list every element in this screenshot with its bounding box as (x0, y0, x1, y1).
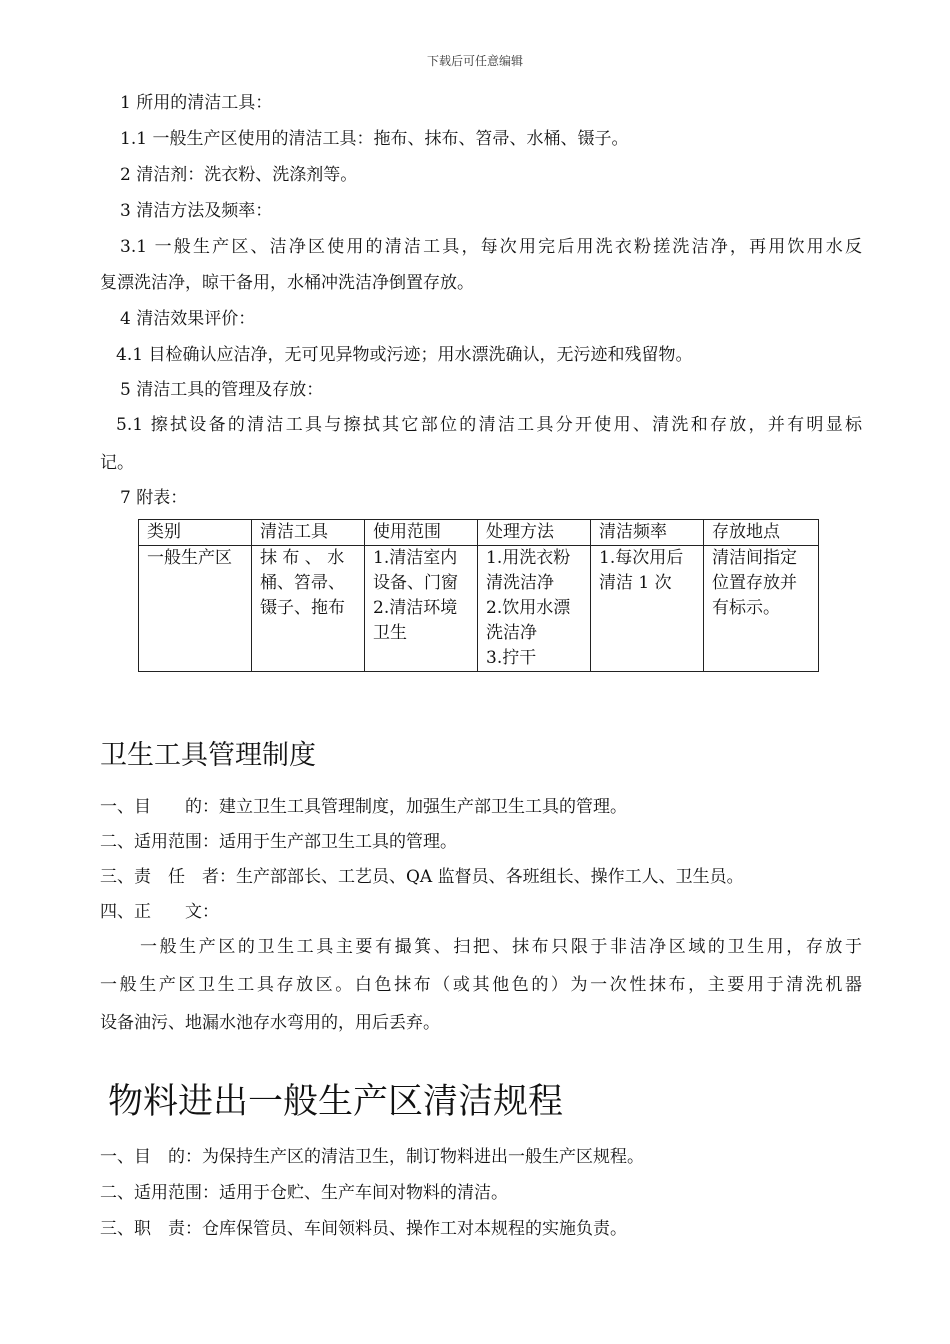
cell-line: 1.用洗衣粉 (486, 548, 571, 568)
item-3-heading: 3 清洁方法及频率： (120, 201, 273, 221)
item-3-1-line2: 复漂洗洁净，晾干备用，水桶冲洗洁净倒置存放。 (100, 273, 474, 293)
cell-category (139, 546, 252, 672)
cell-line: 清洗洁净 (486, 573, 554, 593)
item-5-heading: 5 清洁工具的管理及存放： (120, 380, 324, 400)
section-2-responsible: 三、责 任 者：生产部部长、工艺员、QA 监督员、各班组长、操作工人、卫生员。 (100, 867, 744, 887)
cell-tools (252, 546, 365, 672)
item-7-heading: 7 附表： (120, 488, 188, 508)
item-2: 2 清洁剂：洗衣粉、洗涤剂等。 (120, 165, 358, 185)
cell-line: 一般生产区 (147, 548, 232, 568)
section-2-title: 卫生工具管理制度 (100, 740, 316, 771)
table-header-cell: 清洁频率 (591, 520, 704, 546)
section-2-body-heading: 四、正 文： (100, 902, 219, 922)
item-1-heading: 1 所用的清洁工具： (120, 93, 273, 113)
item-5-1-line1: 5.1 擦拭设备的清洁工具与擦拭其它部位的清洁工具分开使用、清洗和存放，并有明显标 (116, 415, 862, 435)
item-4-heading: 4 清洁效果评价： (120, 309, 256, 329)
table-header-cell: 存放地点 (704, 520, 819, 546)
section-3-purpose: 一、目 的：为保持生产区的清洁卫生，制订物料进出一般生产区规程。 (100, 1147, 644, 1167)
cell-line: 2.饮用水漂 (486, 598, 571, 618)
cell-line: 清洁 1 次 (599, 573, 672, 593)
section-2-scope: 二、适用范围：适用于生产部卫生工具的管理。 (100, 832, 457, 852)
cell-line: 洗洁净 (486, 623, 537, 643)
cell-line: 设备、门窗 (373, 573, 458, 593)
table-header-cell: 清洁工具 (252, 520, 365, 546)
cell-line: 位置存放并 (712, 573, 797, 593)
table-header-cell: 使用范围 (365, 520, 478, 546)
appendix-table (138, 519, 819, 672)
cell-line: 1.每次用后 (599, 548, 684, 568)
cell-scope (365, 546, 478, 672)
cell-line: 镊子、拖布 (260, 598, 345, 618)
section-2-body-line3: 设备油污、地漏水池存水弯用的，用后丢弃。 (100, 1013, 440, 1033)
cell-line: 1.清洁室内 (373, 548, 458, 568)
section-3-scope: 二、适用范围：适用于仓贮、生产车间对物料的清洁。 (100, 1183, 508, 1203)
cell-line: 2.清洁环境 (373, 598, 458, 618)
section-2-body-line1: 一般生产区的卫生工具主要有撮箕、扫把、抹布只限于非洁净区域的卫生用，存放于 (140, 937, 862, 957)
section-2-purpose: 一、目 的：建立卫生工具管理制度，加强生产部卫生工具的管理。 (100, 797, 627, 817)
section-3-title: 物料进出一般生产区清洁规程 (108, 1082, 564, 1122)
item-1-1: 1.1 一般生产区使用的清洁工具：拖布、抹布、笤帚、水桶、镊子。 (120, 129, 629, 149)
item-3-1-line1: 3.1 一般生产区、洁净区使用的清洁工具，每次用完后用洗衣粉搓洗洁净，再用饮用水反 (120, 237, 862, 257)
section-3-duty: 三、职 责：仓库保管员、车间领料员、操作工对本规程的实施负责。 (100, 1219, 627, 1239)
cell-storage (704, 546, 819, 672)
cell-line: 卫生 (373, 623, 407, 643)
table-header-cell: 处理方法 (478, 520, 591, 546)
cell-line: 抹 布 、 水 (260, 548, 345, 568)
cell-line: 桶、笤帚、 (260, 573, 345, 593)
cell-frequency (591, 546, 704, 672)
cell-method (478, 546, 591, 672)
item-5-1-line2: 记。 (100, 453, 134, 473)
table-row (139, 546, 819, 672)
cell-line: 清洁间指定 (712, 548, 797, 568)
table-header-row (139, 520, 819, 546)
cell-line: 3.拧干 (486, 648, 537, 668)
page-header-note: 下载后可任意编辑 (426, 54, 523, 68)
section-2-body-line2: 一般生产区卫生工具存放区。白色抹布（或其他色的）为一次性抹布，主要用于清洗机器 (100, 975, 862, 995)
table-header-cell: 类别 (139, 520, 252, 546)
item-4-1: 4.1 目检确认应洁净，无可见异物或污迹；用水漂洗确认，无污迹和残留物。 (116, 345, 693, 365)
cell-line: 有标示。 (712, 598, 780, 618)
